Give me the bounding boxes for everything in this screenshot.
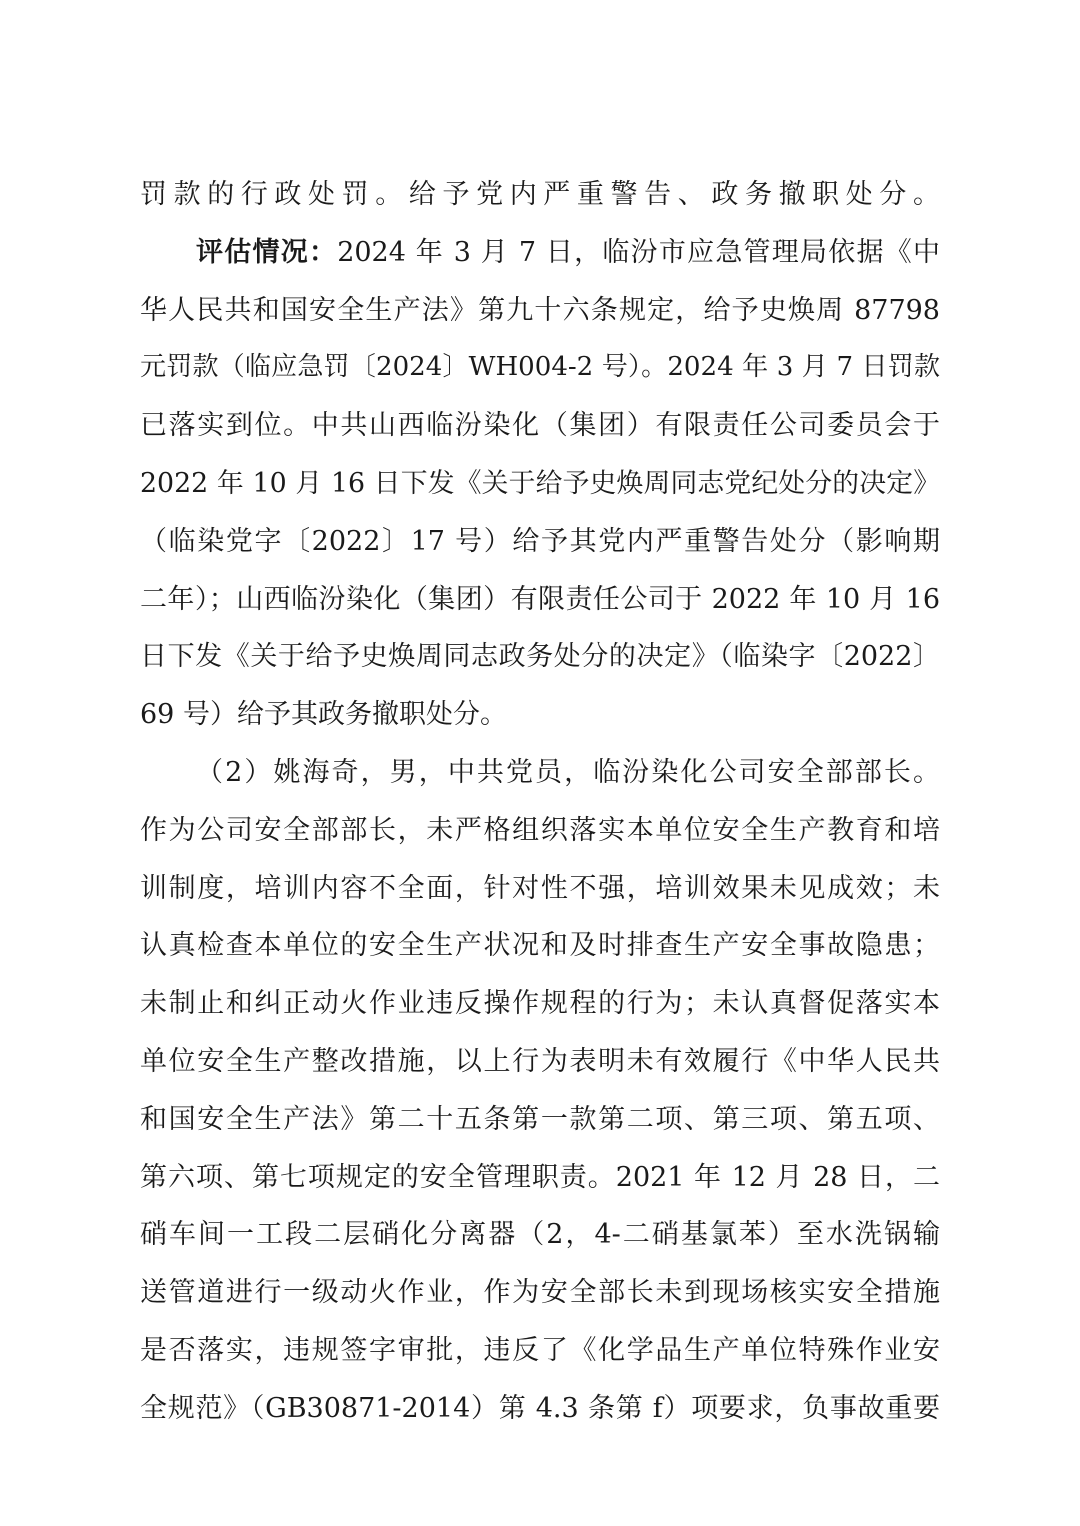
assessment-label: 评估情况： — [196, 236, 338, 268]
body-line: 是否落实，违规签字审批，违反了《化学品生产单位特殊作业安 — [140, 1334, 940, 1366]
body-line: 和国安全生产法》第二十五条第一款第二项、第三项、第五项、 — [140, 1103, 940, 1135]
body-line: 日下发《关于给予史焕周同志政务处分的决定》（临染字〔2022〕 — [140, 641, 940, 673]
body-line: 送管道进行一级动火作业，作为安全部长未到现场核实安全措施 — [140, 1277, 940, 1309]
body-line: 认真检查本单位的安全生产状况和及时排查生产安全事故隐患； — [140, 930, 940, 962]
body-line: 华人民共和国安全生产法》第九十六条规定，给予史焕周 87798 — [140, 294, 940, 326]
body-line: 作为公司安全部部长，未严格组织落实本单位安全生产教育和培 — [140, 814, 940, 846]
body-line: 硝车间一工段二层硝化分离器（2，4-二硝基氯苯）至水洗锅输 — [140, 1219, 940, 1251]
body-line: 罚款的行政处罚。给予党内严重警告、政务撤职处分。 — [140, 179, 940, 210]
body-line: 元罚款（临应急罚〔2024〕WH004-2 号）。2024 年 3 月 7 日罚款 — [140, 352, 940, 383]
body-line: 未制止和纠正动火作业违反操作规程的行为；未认真督促落实本 — [140, 988, 940, 1020]
body-line: 已落实到位。中共山西临汾染化（集团）有限责任公司委员会于 — [140, 410, 940, 442]
body-line: （2）姚海奇，男，中共党员，临汾染化公司安全部部长。 — [196, 756, 940, 788]
body-line: 二年）；山西临汾染化（集团）有限责任公司于 2022 年 10 月 16 — [140, 583, 940, 615]
body-line: （临染党字〔2022〕17 号）给予其党内严重警告处分（影响期 — [140, 525, 940, 557]
document-body — [140, 166, 940, 1438]
body-line: 2022 年 10 月 16 日下发《关于给予史焕周同志党纪处分的决定》 — [140, 467, 940, 499]
body-line: 单位安全生产整改措施，以上行为表明未有效履行《中华人民共 — [140, 1045, 940, 1077]
body-line: 69 号）给予其政务撤职处分。 — [140, 699, 507, 731]
body-line: 训制度，培训内容不全面，针对性不强，培训效果未见成效；未 — [140, 872, 940, 904]
body-line: 评估情况：2024 年 3 月 7 日，临汾市应急管理局依据《中 — [196, 236, 940, 268]
body-line: 全规范》（GB30871-2014）第 4.3 条第 f）项要求，负事故重要 — [140, 1392, 940, 1424]
body-line: 第六项、第七项规定的安全管理职责。2021 年 12 月 28 日，二 — [140, 1161, 940, 1193]
